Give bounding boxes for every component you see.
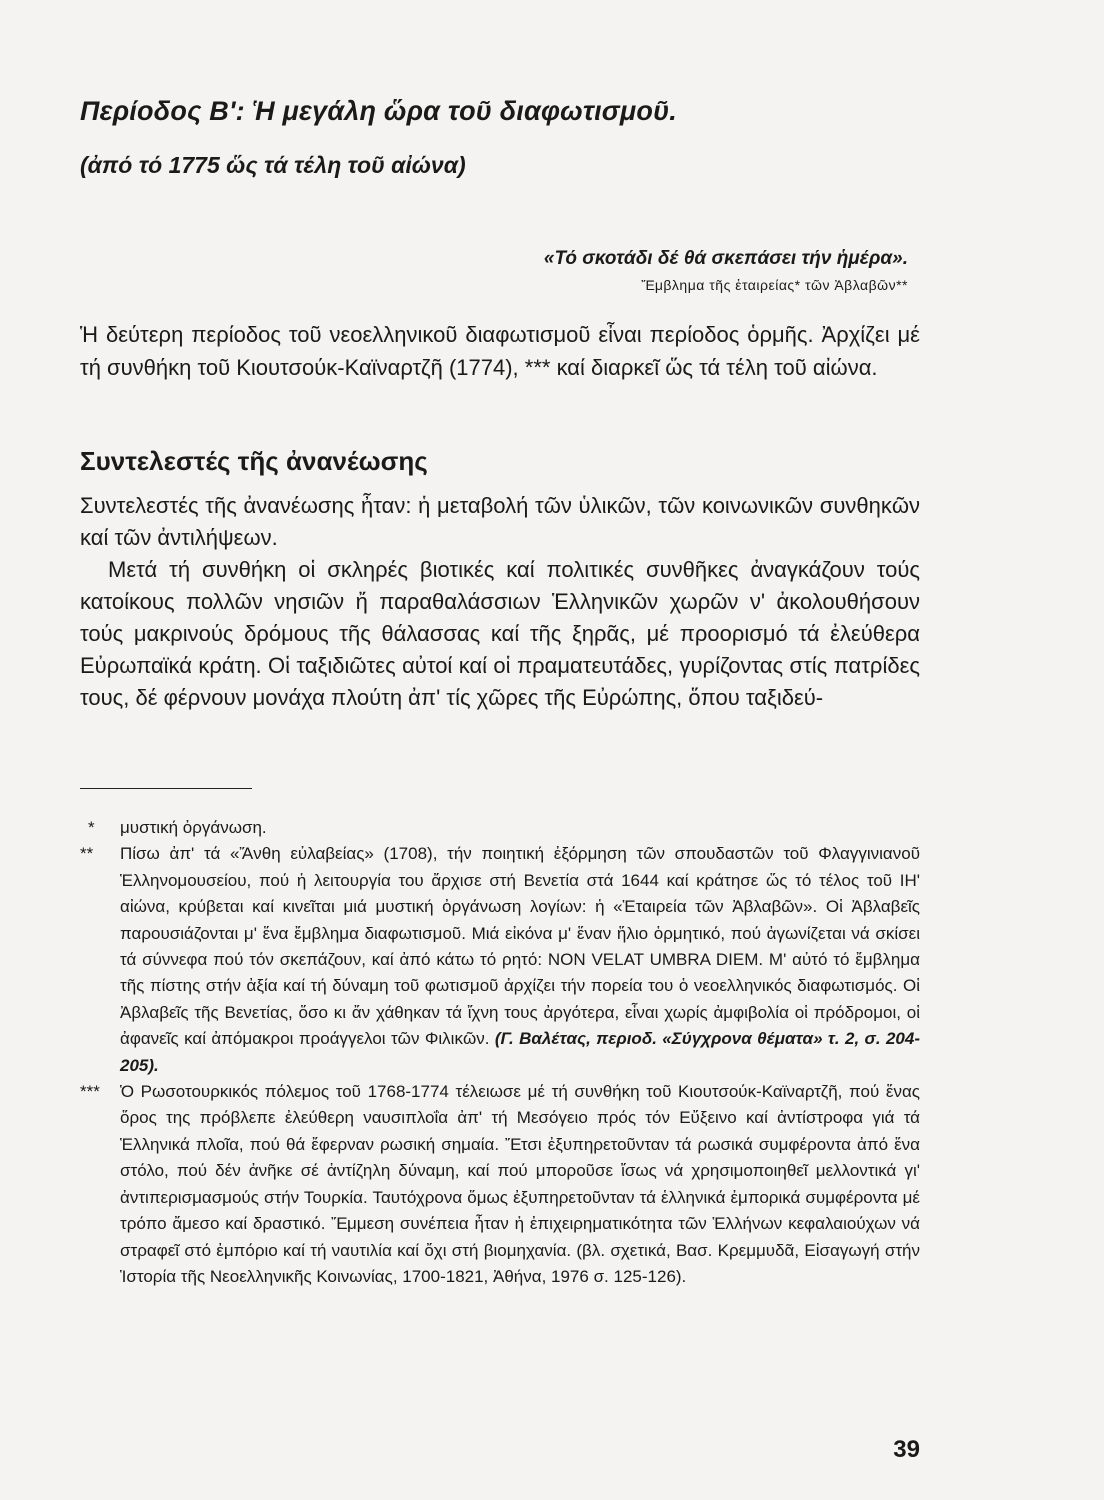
footnote-text: μυστική ὀργάνωση.: [120, 818, 267, 837]
footnotes: [80, 815, 920, 1290]
section-heading: Συντελεστές τῆς ἀνανέωσης: [80, 446, 428, 476]
footnote-2: [80, 841, 920, 1079]
footnote-text: Πίσω ἀπ' τά «Ἄνθη εὐλαβείας» (1708), τήν ποιητική ἐξόρμηση τῶν σπουδαστῶν τοῦ Φλαγγινιανοῦ Ἑλληνομουσείου, πού ἡ λειτουργία του ἄρχισε στή Βενετία στά 1644 καί κράτησε ὥς τό τέλος τοῦ ΙΗ' αἰώνα, κρύβεται καί κινεῖται μιά μυστική ὀργάνωση λογίων: ἡ «Ἑταιρεία τῶν Ἀβλαβῶν». Οἱ Ἀβλαβεῖς παρουσιάζονται μ' ἕνα ἔμβλημα διαφωτισμοῦ. Μιά εἰκόνα μ' ἕναν ἥλιο ὁρμητικό, πού ἀγωνίζεται νά σκίσει τά σύννεφα πού τόν σκεπάζουν, καί ἀπό κάτω τό ρητό: NON VELAT UMBRA DIEM. Μ' αὐτό τό ἔμβλημα τῆς πίστης στήν ἀξία καί τή δύναμη τοῦ φωτισμοῦ ἀρχίζει τήν πορεία του ὁ νεοελληνικός διαφωτισμός. Οἱ Ἀβλαβεῖς τῆς Βενετίας, ὅσο κι ἄν χάθηκαν τά ἴχνη τους ἀργότερα, εἶναι χωρίς ἀμφιβολία οἱ πρόδρομοι, οἱ ἀφανεῖς καί ἀπόμακροι προάγγελοι τῶν Φιλικῶν.: [120, 844, 920, 1049]
section-paragraph-1: Συντελεστές τῆς ἀνανέωσης ἦταν: ἡ μεταβολή τῶν ὑλικῶν, τῶν κοινωνικῶν συνθηκῶν καί τῶν ἀντιλήψεων.: [80, 493, 920, 550]
footnote-3: [80, 1079, 920, 1290]
page-number: 39: [893, 1436, 920, 1463]
chapter-title: Περίοδος Β': Ἡ μεγάλη ὥρα τοῦ διαφωτισμοῦ.: [80, 96, 677, 126]
footnote-text: Ὁ Ρωσοτουρκικός πόλεμος τοῦ 1768-1774 τέλειωσε μέ τή συνθήκη τοῦ Κιουτσούκ-Καϊναρτζῆ, πού ἕνας ὅρος της πρόβλεπε ἐλεύθερη ναυσιπλοΐα ἀπ' τή Μεσόγειο πρός τόν Εὔξεινο καί ἀντίστροφα γιά τά Ἑλληνικά πλοῖα, πού θά ἔφερναν ρωσική σημαία. Ἔτσι ἐξυπηρετοῦνταν τά ρωσικά συμφέροντα ἀπό ἕνα στόλο, πού δέν ἀνῆκε σέ ἀντίζηλη δύναμη, καί πού μποροῦσε ἴσως νά χρησιμοποιηθεῖ μελλοντικά γι' ἀντιπερισμασμούς στήν Τουρκία. Ταυτόχρονα ὅμως ἐξυπηρετοῦνταν τά ἑλληνικά ἐμπορικά συμφέροντα μέ τρόπο ἄμεσο καί δραστικό. Ἔμμεση συνέπεια ἦταν ἡ ἐπιχειρηματικότητα τῶν Ἑλλήνων κεφαλαιούχων νά στραφεῖ στό ἐμπόριο καί τή ναυτιλία καί ὄχι στή βιομηχανία. (βλ. σχετικά, Βασ. Κρεμμυδᾶ, Εἰσαγωγή στήν Ἱστορία τῆς Νεοελληνικῆς Κοινωνίας, 1700-1821, Ἀθήνα, 1976 σ. 125-126).: [120, 1082, 920, 1286]
section-body: [80, 490, 920, 714]
chapter-subtitle: (ἀπό τό 1775 ὥς τά τέλη τοῦ αἰώνα): [80, 152, 466, 178]
section-paragraph-2: Μετά τή συνθήκη οἱ σκληρές βιοτικές καί πολιτικές συνθῆκες ἀναγκάζουν τούς κατοίκους πολλῶν νησιῶν ἤ παραθαλάσσιων Ἑλληνικῶν χωρῶν ν' ἀκολουθήσουν τούς μακρινούς δρόμους τῆς θάλασσας καί τῆς ξηρᾶς, μέ προορισμό τά ἐλεύθερα Εὐρωπαϊκά κράτη. Οἱ ταξιδιῶτες αὐτοί καί οἱ πραματευτάδες, γυρίζοντας στίς πατρίδες τους, δέ φέρνουν μονάχα πλούτη ἀπ' τίς χῶρες τῆς Εὐρώπης, ὅπου ταξιδεύ-: [80, 557, 920, 710]
footnote-marker: ***: [80, 1082, 100, 1102]
intro-paragraph: Ἡ δεύτερη περίοδος τοῦ νεοελληνικοῦ διαφωτισμοῦ εἶναι περίοδος ὁρμῆς. Ἀρχίζει μέ τή συνθήκη τοῦ Κιουτσούκ-Καϊναρτζῆ (1774), *** καί διαρκεῖ ὥς τά τέλη τοῦ αἰώνα.: [80, 322, 920, 380]
epigraph-source: Ἔμβλημα τῆς ἑταιρείας* τῶν Ἀβλαβῶν**: [641, 277, 908, 293]
footnote-marker: *: [88, 818, 95, 837]
footnote-1: [80, 815, 920, 841]
epigraph-motto: «Τό σκοτάδι δέ θά σκεπάσει τήν ἡμέρα».: [543, 248, 908, 269]
footnote-marker: **: [80, 844, 94, 864]
footnote-reference: (Γ. Βαλέτας, περιοδ. «Σύγχρονα θέματα» τ. 2, σ. 204-205).: [120, 1029, 920, 1075]
footnote-divider: [80, 788, 252, 789]
